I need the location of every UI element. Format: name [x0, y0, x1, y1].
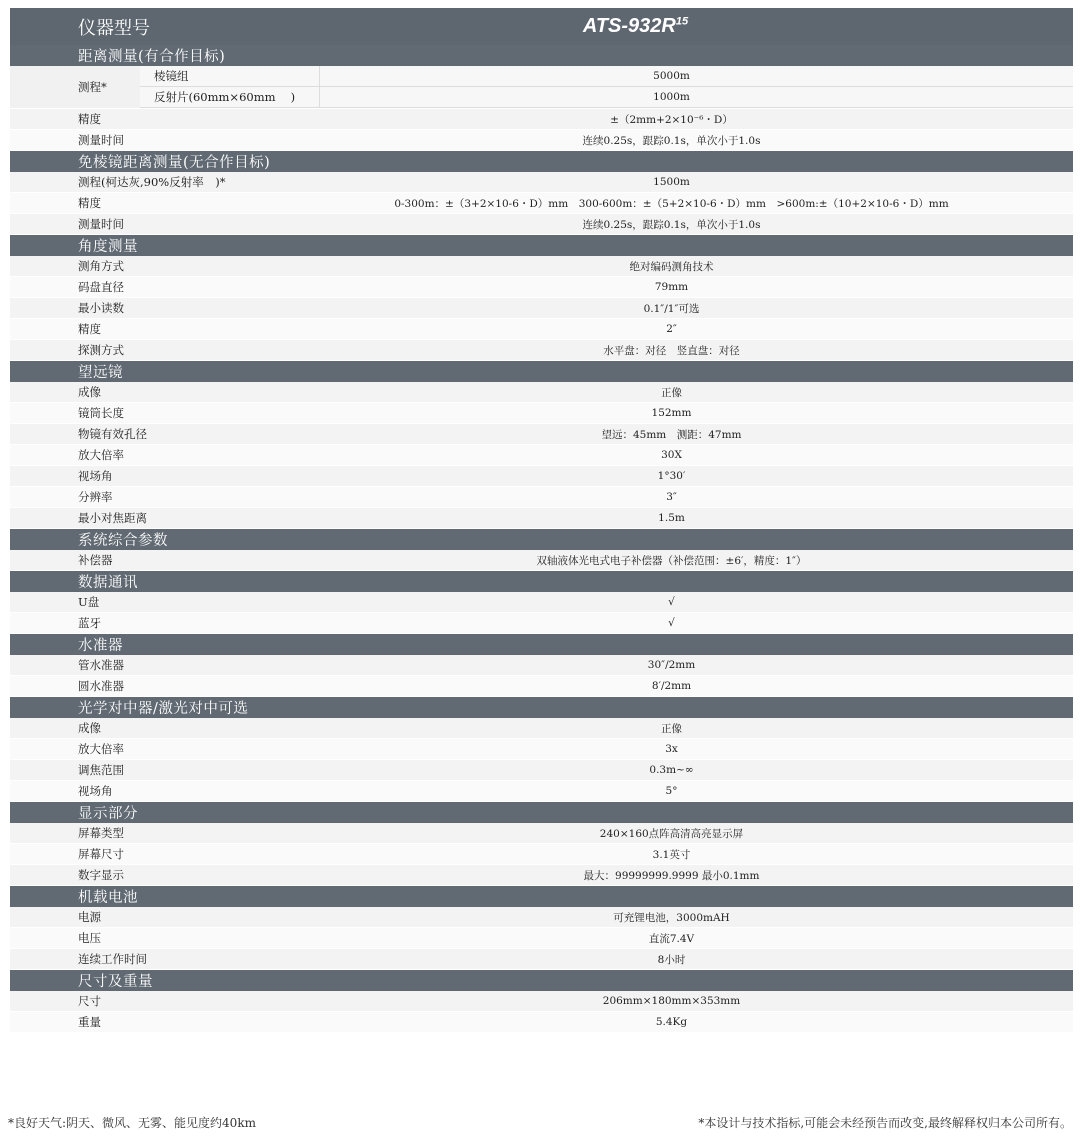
- spec-label: 最小读数: [78, 301, 124, 315]
- spec-row: [10, 823, 1073, 844]
- spec-value: 正像: [661, 722, 682, 735]
- spec-value: √: [668, 596, 675, 608]
- spec-row: [10, 592, 1073, 613]
- spec-row: [10, 718, 1073, 739]
- spec-label: 重量: [78, 1015, 101, 1029]
- model-header-label: 仪器型号: [78, 17, 150, 39]
- spec-value: 5000m: [653, 70, 690, 82]
- spec-label: 精度: [78, 322, 101, 336]
- spec-value: 5°: [665, 785, 678, 797]
- spec-value: 连续0.25s，跟踪0.1s，单次小于1.0s: [582, 134, 761, 147]
- spec-subrow: [140, 87, 1073, 108]
- spec-value: 8小时: [657, 953, 686, 966]
- spec-row: [10, 865, 1073, 886]
- spec-row: [10, 403, 1073, 424]
- spec-row: [10, 256, 1073, 277]
- spec-value: 0.3m~∞: [649, 764, 694, 776]
- spec-row: [10, 340, 1073, 361]
- spec-row: [10, 487, 1073, 508]
- spec-value: 2″: [666, 323, 677, 335]
- spec-row: [10, 907, 1073, 928]
- spec-label: 成像: [78, 721, 101, 735]
- spec-row: [10, 676, 1073, 697]
- spec-value: 直流7.4V: [648, 932, 695, 945]
- spec-row: [10, 172, 1073, 193]
- spec-label: 电源: [78, 910, 101, 924]
- spec-label: 调焦范围: [78, 763, 124, 777]
- spec-row: [10, 109, 1073, 130]
- spec-label: U盘: [78, 595, 100, 609]
- footer: [8, 1114, 1072, 1136]
- spec-label: 屏幕尺寸: [78, 847, 124, 861]
- spec-row: [10, 424, 1073, 445]
- section-header: 水准器: [10, 634, 1073, 655]
- spec-group-label: 测程*: [10, 66, 140, 108]
- spec-label: 补偿器: [78, 553, 113, 567]
- spec-row: [10, 844, 1073, 865]
- spec-label: 管水准器: [78, 658, 124, 672]
- spec-label: 测程(柯达灰,90%反射率 )*: [78, 175, 226, 189]
- section-header: 角度测量: [10, 235, 1073, 256]
- spec-row: [10, 193, 1073, 214]
- spec-row: [10, 739, 1073, 760]
- spec-label: 成像: [78, 385, 101, 399]
- spec-value: 30″/2mm: [647, 659, 696, 671]
- spec-row: [10, 550, 1073, 571]
- spec-value: ±（2mm+2×10⁻⁶・D）: [610, 113, 733, 126]
- spec-label: 尺寸: [78, 994, 101, 1008]
- spec-value: 5.4Kg: [655, 1016, 688, 1028]
- spec-value: 152mm: [651, 407, 692, 419]
- spec-row: [10, 214, 1073, 235]
- section-header: 免棱镜距离测量(无合作目标): [10, 151, 1073, 172]
- spec-row: [10, 277, 1073, 298]
- section-header: 显示部分: [10, 802, 1073, 823]
- spec-label: 探测方式: [78, 343, 124, 357]
- spec-sections: [10, 45, 1073, 1033]
- section-header: 机载电池: [10, 886, 1073, 907]
- spec-value: 正像: [661, 386, 682, 399]
- spec-value: 1000m: [653, 91, 690, 103]
- spec-value: 最大：99999999.9999 最小0.1mm: [583, 869, 760, 882]
- spec-label: 视场角: [78, 784, 113, 798]
- spec-row: [10, 613, 1073, 634]
- spec-value: 206mm×180mm×353mm: [602, 995, 741, 1007]
- spec-sublabel: 棱镜组: [140, 66, 320, 86]
- spec-label: 精度: [78, 112, 101, 126]
- spec-value: 1500m: [653, 176, 690, 188]
- model-name-text: ATS-932R: [582, 15, 676, 37]
- section-header: 望远镜: [10, 361, 1073, 382]
- spec-value: 79mm: [654, 281, 689, 293]
- spec-subrow: [140, 66, 1073, 87]
- footer-note-right: *本设计与技术指标,可能会未经预告而改变,最终解释权归本公司所有。: [698, 1116, 1072, 1130]
- spec-label: 最小对焦距离: [78, 511, 147, 525]
- spec-row: [10, 991, 1073, 1012]
- spec-label: 放大倍率: [78, 742, 124, 756]
- spec-row: [10, 382, 1073, 403]
- spec-value: 1°30′: [657, 470, 686, 482]
- spec-row: [10, 298, 1073, 319]
- spec-value: 可充锂电池，3000mAH: [613, 911, 730, 924]
- spec-row: [10, 445, 1073, 466]
- spec-value: 240×160点阵高清高亮显示屏: [599, 827, 744, 840]
- spec-table: [10, 8, 1073, 1033]
- spec-value: 0.1″/1″可选: [643, 302, 700, 315]
- spec-row: [10, 781, 1073, 802]
- spec-row: [10, 760, 1073, 781]
- section-header: 系统综合参数: [10, 529, 1073, 550]
- section-header: 尺寸及重量: [10, 970, 1073, 991]
- spec-label: 分辨率: [78, 490, 113, 504]
- spec-label: 视场角: [78, 469, 113, 483]
- spec-label: 数字显示: [78, 868, 124, 882]
- spec-row: [10, 655, 1073, 676]
- spec-value: 1.5m: [658, 512, 685, 524]
- spec-value: 0-300m：±（3+2×10-6・D）mm 300-600m：±（5+2×10-6・D）mm >600m:±（10+2×10-6・D）mm: [394, 197, 949, 210]
- spec-label: 蓝牙: [78, 616, 101, 630]
- spec-row: [10, 319, 1073, 340]
- spec-label: 电压: [78, 931, 101, 945]
- spec-value: 连续0.25s，跟踪0.1s，单次小于1.0s: [582, 218, 761, 231]
- model-name: [388, 15, 1073, 38]
- spec-label: 精度: [78, 196, 101, 210]
- spec-value: 水平盘：对径 竖直盘：对径: [603, 344, 740, 357]
- spec-label: 测量时间: [78, 133, 124, 147]
- spec-value: 8′/2mm: [651, 680, 692, 692]
- spec-row: [10, 130, 1073, 151]
- spec-value: 30X: [661, 449, 682, 461]
- section-header: 距离测量(有合作目标): [10, 45, 1073, 66]
- spec-label: 屏幕类型: [78, 826, 124, 840]
- spec-label: 物镜有效孔径: [78, 427, 147, 441]
- spec-row: [10, 928, 1073, 949]
- footer-note-left: *良好天气:阴天、微风、无雾、能见度约40km: [8, 1116, 256, 1130]
- spec-value: √: [668, 617, 675, 629]
- spec-label: 圆水准器: [78, 679, 124, 693]
- spec-label: 测量时间: [78, 217, 124, 231]
- spec-value: 望远：45mm 测距：47mm: [601, 428, 742, 441]
- spec-label: 放大倍率: [78, 448, 124, 462]
- spec-label: 测角方式: [78, 259, 124, 273]
- spec-row: [10, 508, 1073, 529]
- spec-value: 绝对编码测角技术: [629, 260, 714, 273]
- section-header: 数据通讯: [10, 571, 1073, 592]
- spec-label: 码盘直径: [78, 280, 124, 294]
- model-name-sup: 15: [675, 15, 689, 28]
- spec-label: 镜筒长度: [78, 406, 124, 420]
- spec-value: 3.1英寸: [652, 848, 691, 861]
- spec-row: [10, 949, 1073, 970]
- spec-label: 连续工作时间: [78, 952, 147, 966]
- spec-row: [10, 466, 1073, 487]
- spec-value: 双轴液体光电式电子补偿器（补偿范围：±6′，精度：1″）: [536, 554, 807, 567]
- model-header: [10, 8, 1073, 45]
- spec-row: [10, 1012, 1073, 1033]
- section-header: 光学对中器/激光对中可选: [10, 697, 1073, 718]
- spec-value: 3″: [666, 491, 677, 503]
- spec-value: 3x: [665, 743, 678, 755]
- spec-sublabel: 反射片(60mm×60mm ): [140, 87, 320, 107]
- spec-group: [10, 66, 1073, 109]
